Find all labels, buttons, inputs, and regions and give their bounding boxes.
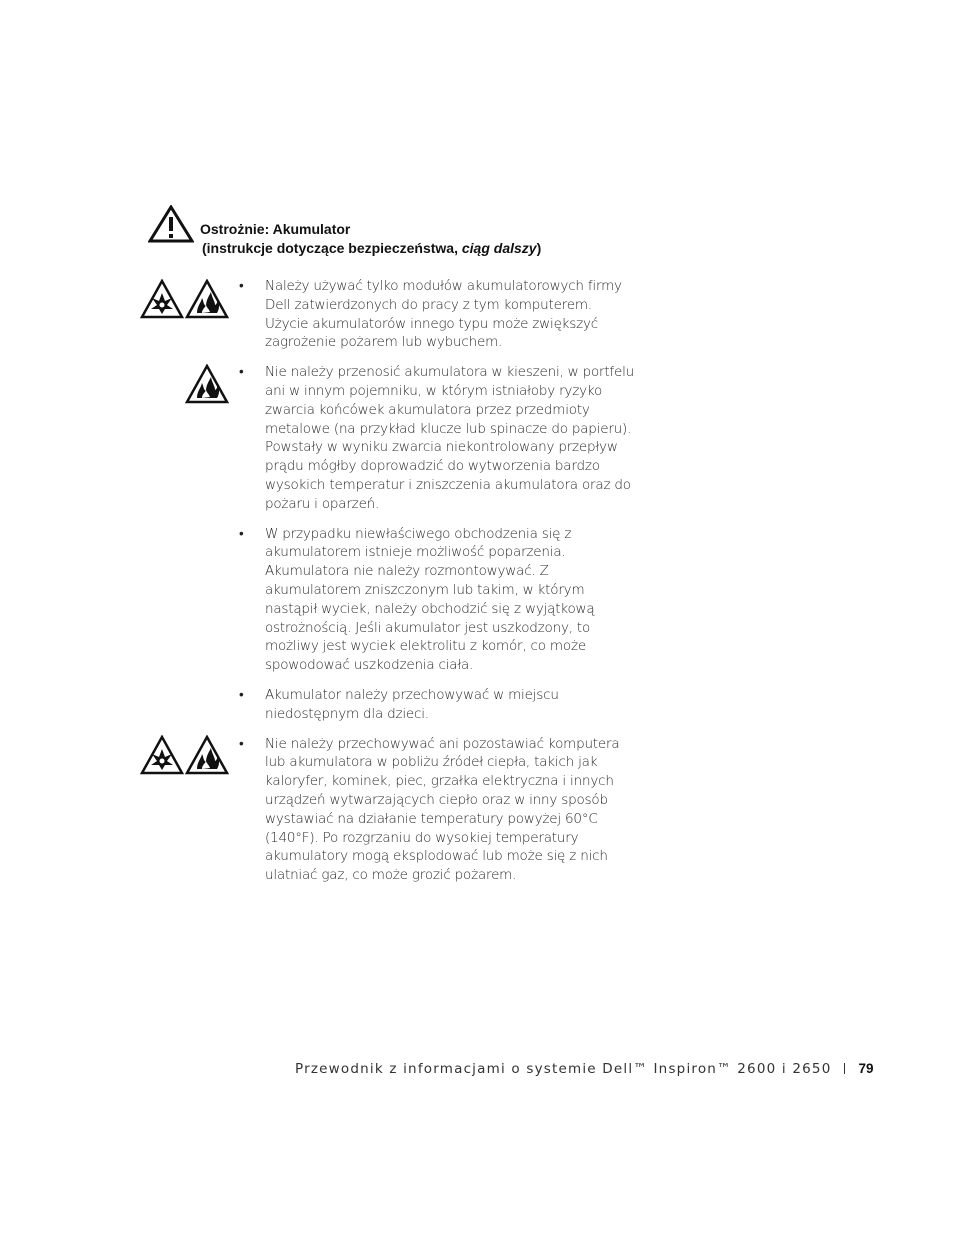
list-item: • Nie należy przechowywać ani pozostawiać komputera lub akumulatora w pobliżu źródeł ciepła, takich jak kaloryfer, kominek, piec, grzałka elektryczna i innych urządzeń wytwarzających ciepło oraz w inny sposób wystawiać na działanie temperatury powyżej 60°C (140°F). Po rozgrzaniu do wysokiej temperatury akumulatory mogą eksplodować lub może się z nich ulatniać gaz, co może grozić pożarem. [265,735,635,885]
caution-title-line1: Ostrożnie: Akumulator [200,221,351,237]
list-item: • Należy używać tylko modułów akumulatorowych firmy Dell zatwierdzonych do pracy z tym komputerem. Użycie akumulatorów innego typu może zwiększyć zagrożenie pożarem lub wybuchem. [265,277,635,352]
list-item: • W przypadku niewłaściwego obchodzenia się z akumulatorem istnieje możliwość poparzenia. Akumulatora nie należy rozmontowywać. Z akumulatorem zniszczonym lub takim, w którym nastąpił wyciek, należy obchodzić się z wyjątkową ostrożnością. Jeśli akumulator jest uszkodzony, to możliwy jest wyciek elektrolitu z komór, co może spowodować uszkodzenia ciała. [265,525,635,675]
fire-warning-icon [185,735,229,775]
warning-triangle-icon [148,205,194,243]
fire-warning-icon [185,279,229,319]
list-item: • Nie należy przenosić akumulatora w kieszeni, w portfelu ani w innym pojemniku, w którym istniałoby ryzyko zwarcia końcówek akumulatora przez przedmioty metalowe (na przykład klucze lub spinacze do papieru). Powstały w wyniku zwarcia niekontrolowany przepływ prądu mógłby doprowadzić do wytworzenia bardzo wysokich temperatur i zniszczenia akumulatora oraz do pożaru i oparzeń. [265,363,635,513]
footer-separator [844,1063,845,1074]
caution-title [200,220,620,258]
fire-warning-icon [185,364,229,404]
page-footer [295,1061,874,1077]
footer-text: Przewodnik z informacjami o systemie Dell™ Inspiron™ 2600 i 2650 [295,1061,832,1077]
explosion-warning-icon [140,735,184,775]
safety-bullet-list [265,277,635,896]
caution-title-line2: (instrukcje dotyczące bezpieczeństwa, ciąg dalszy) [202,240,542,256]
list-item: • Akumulator należy przechowywać w miejscu niedostępnym dla dzieci. [265,686,635,724]
explosion-warning-icon [140,279,184,319]
page-number: 79 [858,1061,874,1076]
